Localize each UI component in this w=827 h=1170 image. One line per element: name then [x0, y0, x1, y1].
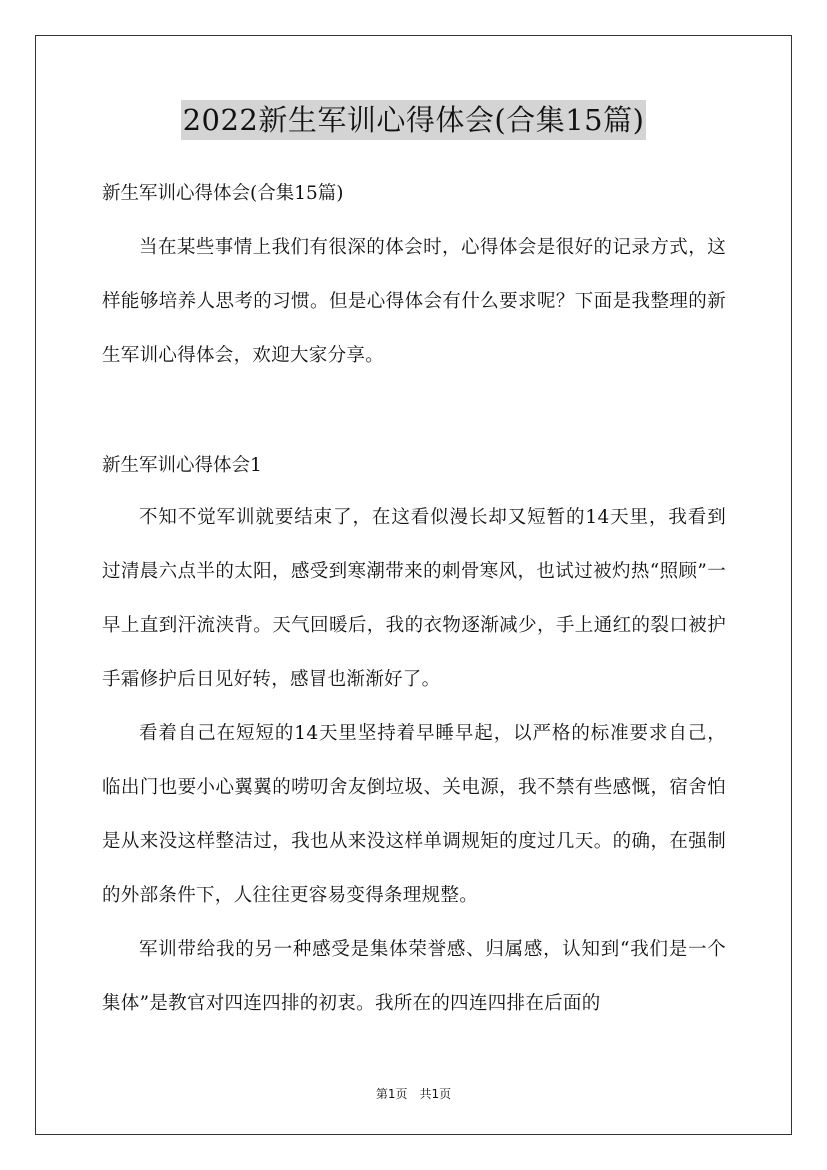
page-total: 共1页 — [419, 1087, 452, 1101]
page-number: 第1页 — [375, 1087, 408, 1101]
document-subtitle: 新生军训心得体会(合集15篇) — [102, 183, 344, 204]
body-paragraph: 不知不觉军训就要结束了，在这看似漫长却又短暂的14天里，我看到过清晨六点半的太阳，感受到寒潮带来的刺骨寒风，也试过被灼热“照顾”一早上直到汗流浃背。天气回暖后，我的衣物逐渐减少，手上通红的裂口被护手霜修护后日见好转，感冒也渐渐好了。 — [102, 507, 726, 690]
body-paragraph: 看着自己在短短的14天里坚持着早睡早起，以严格的标准要求自己，临出门也要小心翼翼的唠叨舍友倒垃圾、关电源，我不禁有些感慨，宿舍怕是从来没这样整洁过，我也从来没这样单调规矩的度过几天。的确，在强制的外部条件下，人往往更容易变得条理规整。 — [102, 723, 726, 906]
intro-paragraph: 当在某些事情上我们有很深的体会时，心得体会是很好的记录方式，这样能够培养人思考的习惯。但是心得体会有什么要求呢？下面是我整理的新生军训心得体会，欢迎大家分享。 — [102, 237, 726, 366]
document-title: 2022新生军训心得体会(合集15篇) — [181, 100, 647, 140]
page-footer — [0, 1085, 827, 1102]
body-paragraph: 军训带给我的另一种感受是集体荣誉感、归属感，认知到“我们是一个集体”是教官对四连四排的初衷。我所在的四连四排在后面的 — [102, 939, 726, 1014]
title-wrapper — [0, 100, 827, 140]
section-heading: 新生军训心得体会1 — [102, 455, 262, 476]
